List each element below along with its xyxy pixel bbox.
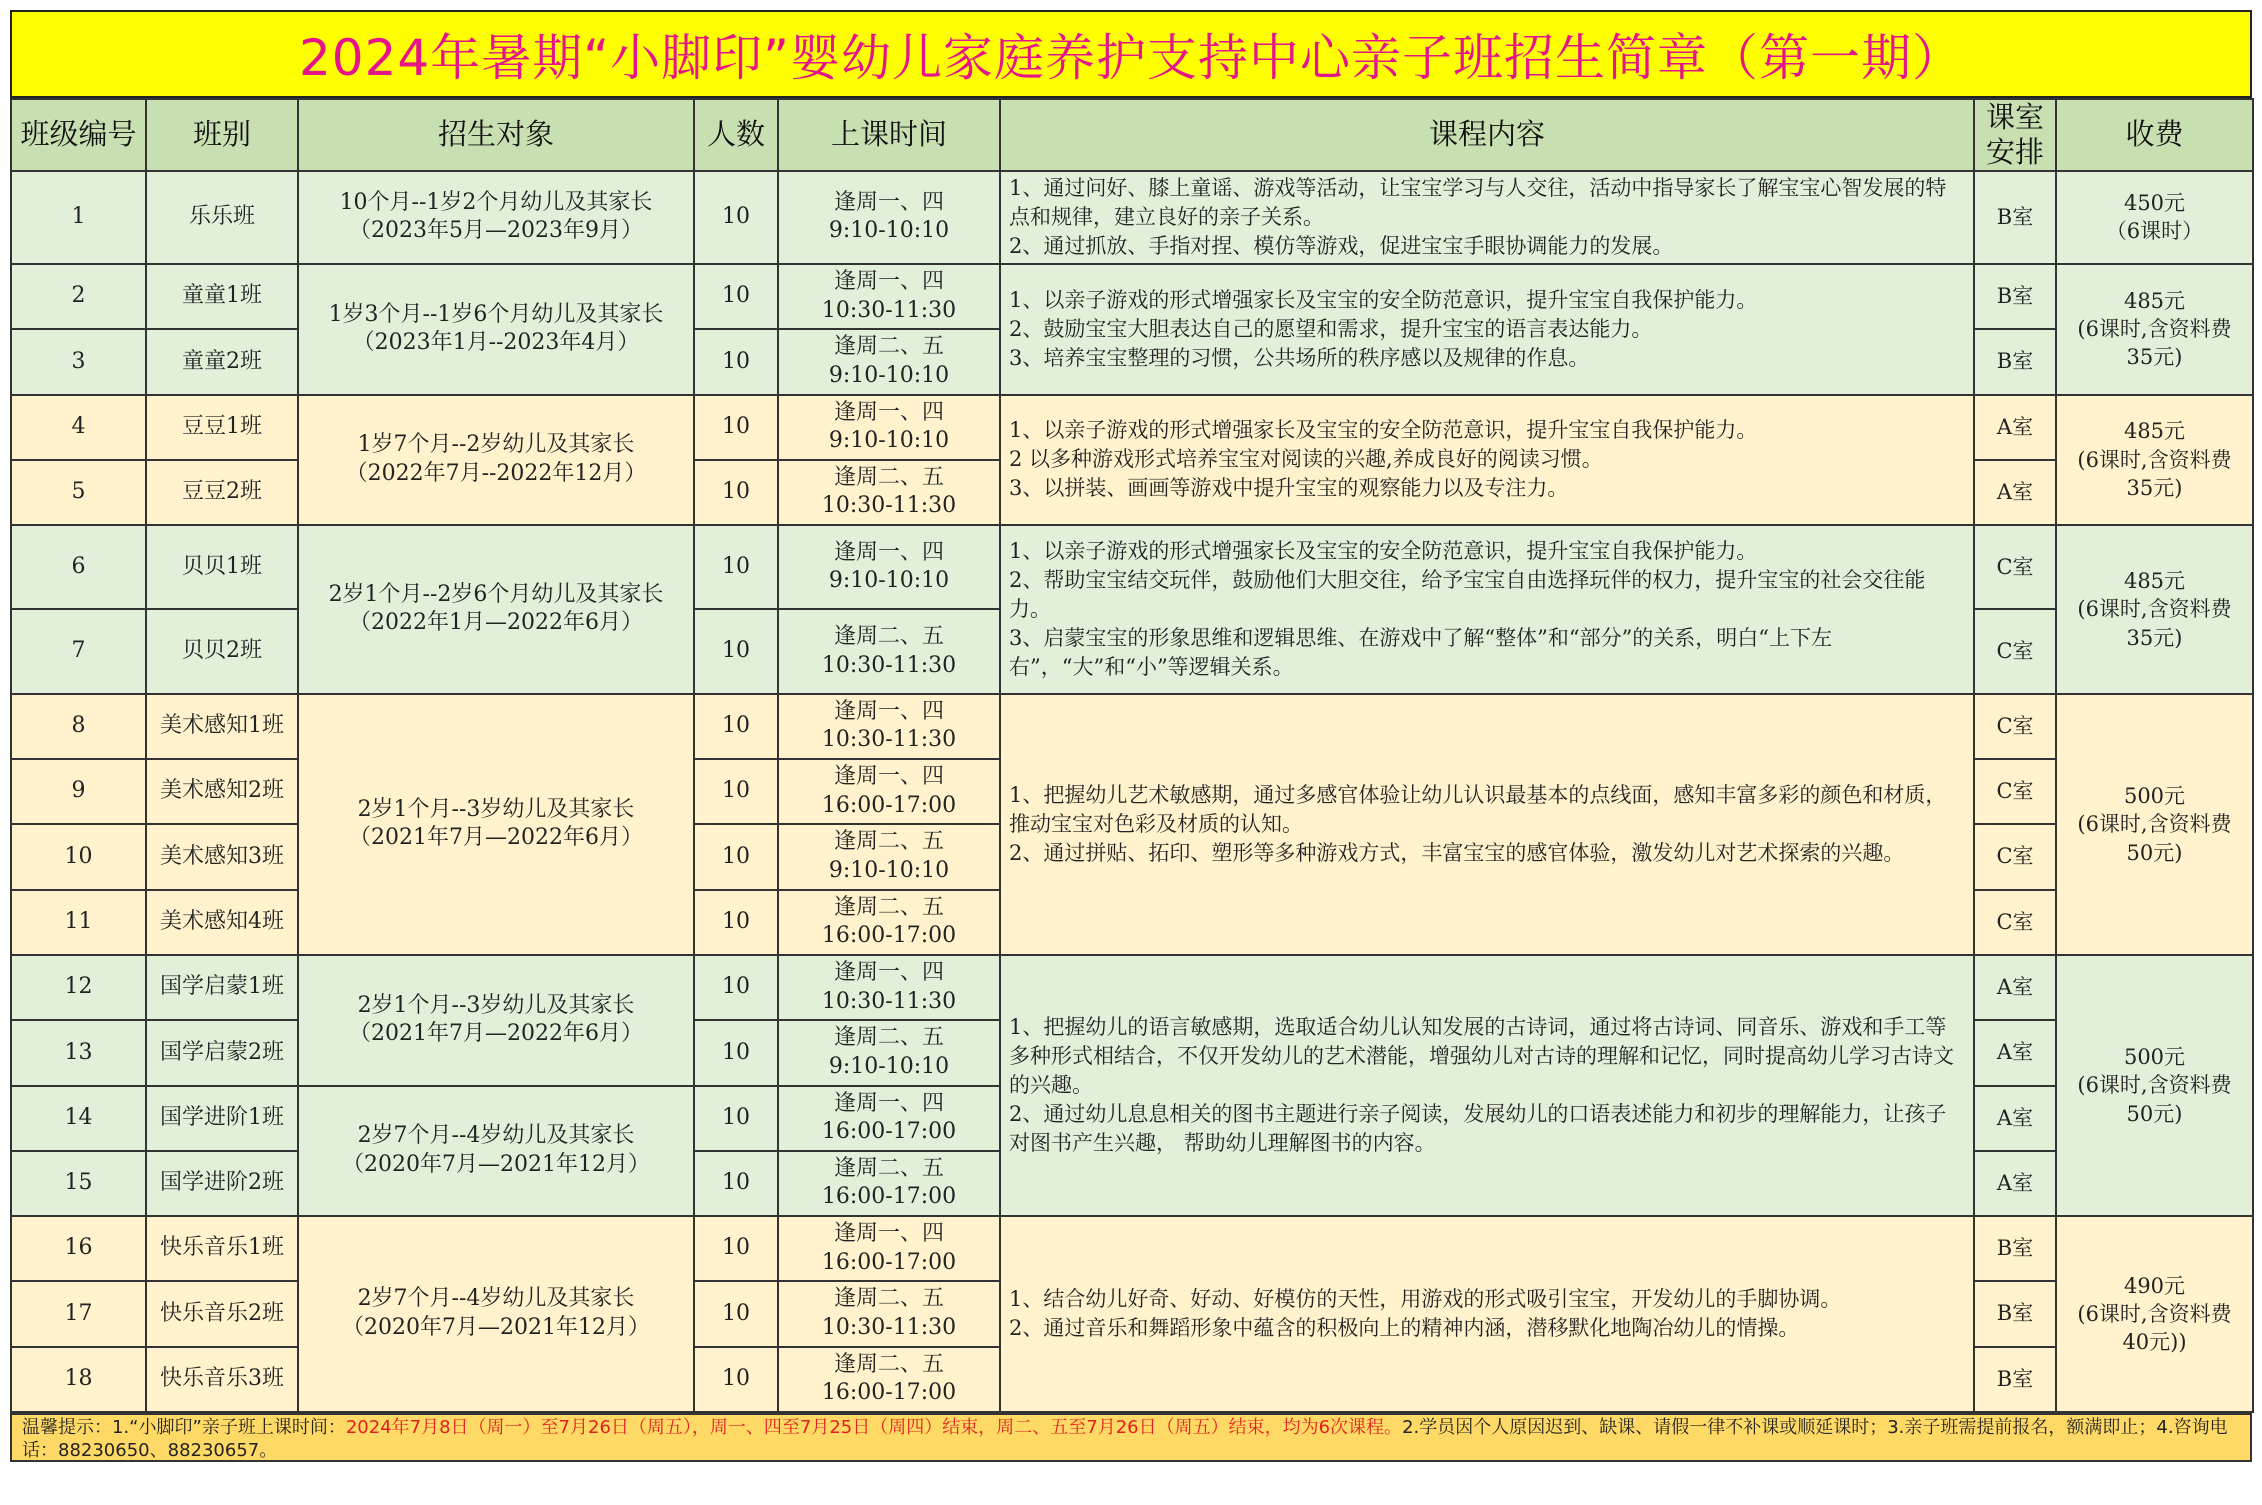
class-no: 1 (11, 171, 146, 264)
page-title: 2024年暑期“小脚印”婴幼儿家庭养护支持中心亲子班招生简章（第一期） (10, 10, 2252, 98)
count-cell: 10 (694, 890, 778, 955)
time-cell: 逢周一、四 16:00-17:00 (778, 1216, 1000, 1281)
content-cell (1000, 525, 1974, 694)
content-line: 2、帮助宝宝结交玩伴，鼓励他们大胆交往，给予宝宝自由选择玩伴的权力，提升宝宝的社会交往能力。 (1009, 568, 1926, 621)
content-line: 2、通过幼儿息息相关的图书主题进行亲子阅读，发展幼儿的口语表述能力和初步的理解能力，让孩子对图书产生兴趣， 帮助幼儿理解图书的内容。 (1009, 1102, 1947, 1155)
room-cell: A室 (1974, 395, 2056, 460)
target-cell: 2岁1个月--3岁幼儿及其家长 （2021年7月—2022年6月） (298, 955, 694, 1086)
content-cell (1000, 955, 1974, 1216)
target-cell: 1岁7个月--2岁幼儿及其家长 （2022年7月--2022年12月） (298, 395, 694, 526)
table-row (11, 955, 2253, 1020)
room-cell: B室 (1974, 1216, 2056, 1281)
time-cell: 逢周二、五 16:00-17:00 (778, 1347, 1000, 1412)
target-cell: 2岁7个月--4岁幼儿及其家长 （2020年7月—2021年12月） (298, 1086, 694, 1217)
class-no: 9 (11, 759, 146, 824)
class-name: 豆豆1班 (146, 395, 298, 460)
class-no: 17 (11, 1281, 146, 1346)
table-row (11, 264, 2253, 329)
count-cell: 10 (694, 395, 778, 460)
content-line: 1、以亲子游戏的形式增强家长及宝宝的安全防范意识，提升宝宝自我保护能力。 (1009, 287, 1758, 312)
content-cell (1000, 1216, 1974, 1412)
target-cell: 1岁3个月--1岁6个月幼儿及其家长 （2023年1月--2023年4月） (298, 264, 694, 395)
class-no: 8 (11, 694, 146, 759)
class-name: 快乐音乐3班 (146, 1347, 298, 1412)
fee-cell: 490元 (6课时,含资料费 40元)) (2056, 1216, 2253, 1412)
time-cell: 逢周二、五 10:30-11:30 (778, 609, 1000, 693)
class-no: 11 (11, 890, 146, 955)
target-cell: 2岁1个月--2岁6个月幼儿及其家长 （2022年1月—2022年6月） (298, 525, 694, 694)
header-room: 课室 安排 (1974, 99, 2056, 171)
room-cell: B室 (1974, 171, 2056, 264)
class-no: 16 (11, 1216, 146, 1281)
notice-prefix: 温馨提示：1.“小脚印”亲子班上课时间： (22, 1417, 346, 1438)
room-cell: A室 (1974, 955, 2056, 1020)
room-cell: A室 (1974, 460, 2056, 525)
fee-cell: 485元 (6课时,含资料费 35元) (2056, 264, 2253, 395)
time-cell: 逢周一、四 9:10-10:10 (778, 171, 1000, 264)
table-row (11, 395, 2253, 460)
class-name: 美术感知2班 (146, 759, 298, 824)
content-cell (1000, 264, 1974, 395)
count-cell: 10 (694, 171, 778, 264)
room-cell: C室 (1974, 759, 2056, 824)
content-line: 2、通过拼贴、拓印、塑形等多种游戏方式，丰富宝宝的感官体验，激发幼儿对艺术探索的兴趣。 (1009, 840, 1905, 865)
header-fee: 收费 (2056, 99, 2253, 171)
time-cell: 逢周一、四 10:30-11:30 (778, 955, 1000, 1020)
header-class-name: 班别 (146, 99, 298, 171)
class-no: 3 (11, 329, 146, 394)
notice-suffix: 2.学员因个人原因迟到、缺课、请假一律不补课或顺延课时；3.亲子班需提前报名，额满即止；4.咨询电话：88230650、88230657。 (22, 1417, 2228, 1461)
count-cell: 10 (694, 759, 778, 824)
count-cell: 10 (694, 1216, 778, 1281)
room-cell: A室 (1974, 1151, 2056, 1216)
count-cell: 10 (694, 1281, 778, 1346)
count-cell: 10 (694, 824, 778, 889)
table-row (11, 171, 2253, 264)
notice-highlight: 2024年7月8日（周一）至7月26日（周五），周一、四至7月25日（周四）结束，周二、五至7月26日（周五）结束，均为6次课程。 (345, 1417, 1403, 1438)
time-cell: 逢周二、五 16:00-17:00 (778, 890, 1000, 955)
time-cell: 逢周二、五 16:00-17:00 (778, 1151, 1000, 1216)
count-cell: 10 (694, 460, 778, 525)
table-row (11, 1216, 2253, 1281)
target-cell: 2岁1个月--3岁幼儿及其家长 （2021年7月—2022年6月） (298, 694, 694, 955)
count-cell: 10 (694, 694, 778, 759)
time-cell: 逢周二、五 9:10-10:10 (778, 1020, 1000, 1085)
content-line: 2、鼓励宝宝大胆表达自己的愿望和需求，提升宝宝的语言表达能力。 (1009, 316, 1653, 341)
class-no: 2 (11, 264, 146, 329)
content-line: 3、以拼装、画画等游戏中提升宝宝的观察能力以及专注力。 (1009, 476, 1569, 501)
room-cell: A室 (1974, 1086, 2056, 1151)
class-name: 国学进阶1班 (146, 1086, 298, 1151)
count-cell: 10 (694, 1347, 778, 1412)
class-name: 国学启蒙1班 (146, 955, 298, 1020)
time-cell: 逢周一、四 16:00-17:00 (778, 759, 1000, 824)
count-cell: 10 (694, 1020, 778, 1085)
content-line: 2、通过音乐和舞蹈形象中蕴含的积极向上的精神内涵，潜移默化地陶冶幼儿的情操。 (1009, 1316, 1800, 1341)
target-cell: 2岁7个月--4岁幼儿及其家长 （2020年7月—2021年12月） (298, 1216, 694, 1412)
count-cell: 10 (694, 525, 778, 609)
fee-cell: 500元 (6课时,含资料费 50元) (2056, 955, 2253, 1216)
class-no: 18 (11, 1347, 146, 1412)
content-line: 1、结合幼儿好奇、好动、好模仿的天性，用游戏的形式吸引宝宝，开发幼儿的手脚协调。 (1009, 1287, 1842, 1312)
class-no: 14 (11, 1086, 146, 1151)
class-name: 快乐音乐2班 (146, 1281, 298, 1346)
class-name: 国学启蒙2班 (146, 1020, 298, 1085)
time-cell: 逢周二、五 9:10-10:10 (778, 329, 1000, 394)
class-name: 贝贝2班 (146, 609, 298, 693)
time-cell: 逢周一、四 9:10-10:10 (778, 525, 1000, 609)
class-no: 13 (11, 1020, 146, 1085)
room-cell: A室 (1974, 1020, 2056, 1085)
table-row (11, 694, 2253, 759)
room-cell: B室 (1974, 264, 2056, 329)
header-time: 上课时间 (778, 99, 1000, 171)
fee-cell: 485元 (6课时,含资料费 35元) (2056, 395, 2253, 526)
header-count: 人数 (694, 99, 778, 171)
count-cell: 10 (694, 1086, 778, 1151)
class-name: 豆豆2班 (146, 460, 298, 525)
class-name: 美术感知1班 (146, 694, 298, 759)
class-name: 快乐音乐1班 (146, 1216, 298, 1281)
content-line: 2、通过抓放、手指对捏、模仿等游戏，促进宝宝手眼协调能力的发展。 (1009, 233, 1674, 258)
class-name: 童童1班 (146, 264, 298, 329)
class-name: 国学进阶2班 (146, 1151, 298, 1216)
class-name: 美术感知3班 (146, 824, 298, 889)
time-cell: 逢周一、四 10:30-11:30 (778, 264, 1000, 329)
room-cell: C室 (1974, 609, 2056, 693)
count-cell: 10 (694, 1151, 778, 1216)
enrollment-table (10, 98, 2254, 1413)
room-cell: B室 (1974, 1281, 2056, 1346)
header-target: 招生对象 (298, 99, 694, 171)
class-name: 童童2班 (146, 329, 298, 394)
header-row (11, 99, 2253, 171)
fee-cell: 500元 (6课时,含资料费 50元) (2056, 694, 2253, 955)
class-no: 4 (11, 395, 146, 460)
time-cell: 逢周二、五 10:30-11:30 (778, 460, 1000, 525)
count-cell: 10 (694, 264, 778, 329)
content-line: 1、以亲子游戏的形式增强家长及宝宝的安全防范意识，提升宝宝自我保护能力。 (1009, 418, 1758, 443)
class-name: 贝贝1班 (146, 525, 298, 609)
count-cell: 10 (694, 955, 778, 1020)
count-cell: 10 (694, 609, 778, 693)
notice-footer (10, 1413, 2252, 1462)
class-no: 6 (11, 525, 146, 609)
content-line: 1、通过问好、膝上童谣、游戏等活动，让宝宝学习与人交往，活动中指导家长了解宝宝心智发展的特点和规律，建立良好的亲子关系。 (1009, 175, 1947, 229)
header-class-no: 班级编号 (11, 99, 146, 171)
class-no: 10 (11, 824, 146, 889)
content-cell (1000, 395, 1974, 526)
content-line: 3、启蒙宝宝的形象思维和逻辑思维、在游戏中了解“整体”和“部分”的关系，明白“上下左右”，“大”和“小”等逻辑关系。 (1009, 625, 1833, 679)
class-no: 12 (11, 955, 146, 1020)
content-line: 1、把握幼儿艺术敏感期，通过多感官体验让幼儿认识最基本的点线面，感知丰富多彩的颜色和材质，推动宝宝对色彩及材质的认知。 (1009, 782, 1947, 836)
header-content: 课程内容 (1000, 99, 1974, 171)
room-cell: C室 (1974, 694, 2056, 759)
room-cell: C室 (1974, 824, 2056, 889)
content-cell (1000, 171, 1974, 264)
content-cell (1000, 694, 1974, 955)
room-cell: B室 (1974, 329, 2056, 394)
time-cell: 逢周一、四 9:10-10:10 (778, 395, 1000, 460)
room-cell: C室 (1974, 525, 2056, 609)
class-no: 15 (11, 1151, 146, 1216)
content-line: 3、培养宝宝整理的习惯，公共场所的秩序感以及规律的作息。 (1009, 345, 1590, 370)
class-no: 7 (11, 609, 146, 693)
content-line: 2 以多种游戏形式培养宝宝对阅读的兴趣,养成良好的阅读习惯。 (1009, 447, 1603, 472)
time-cell: 逢周一、四 16:00-17:00 (778, 1086, 1000, 1151)
class-name: 美术感知4班 (146, 890, 298, 955)
class-no: 5 (11, 460, 146, 525)
fee-cell: 450元 （6课时） (2056, 171, 2253, 264)
count-cell: 10 (694, 329, 778, 394)
time-cell: 逢周二、五 9:10-10:10 (778, 824, 1000, 889)
room-cell: C室 (1974, 890, 2056, 955)
time-cell: 逢周一、四 10:30-11:30 (778, 694, 1000, 759)
content-line: 1、以亲子游戏的形式增强家长及宝宝的安全防范意识，提升宝宝自我保护能力。 (1009, 539, 1758, 564)
fee-cell: 485元 (6课时,含资料费 35元) (2056, 525, 2253, 694)
target-cell: 10个月--1岁2个月幼儿及其家长 （2023年5月—2023年9月） (298, 171, 694, 264)
table-row (11, 525, 2253, 609)
time-cell: 逢周二、五 10:30-11:30 (778, 1281, 1000, 1346)
content-line: 1、把握幼儿的语言敏感期，选取适合幼儿认知发展的古诗词，通过将古诗词、同音乐、游戏和手工等多种形式相结合，不仅开发幼儿的艺术潜能，增强幼儿对古诗的理解和记忆，同时提高幼儿学习古诗文的兴趣。 (1009, 1015, 1954, 1098)
room-cell: B室 (1974, 1347, 2056, 1412)
class-name: 乐乐班 (146, 171, 298, 264)
